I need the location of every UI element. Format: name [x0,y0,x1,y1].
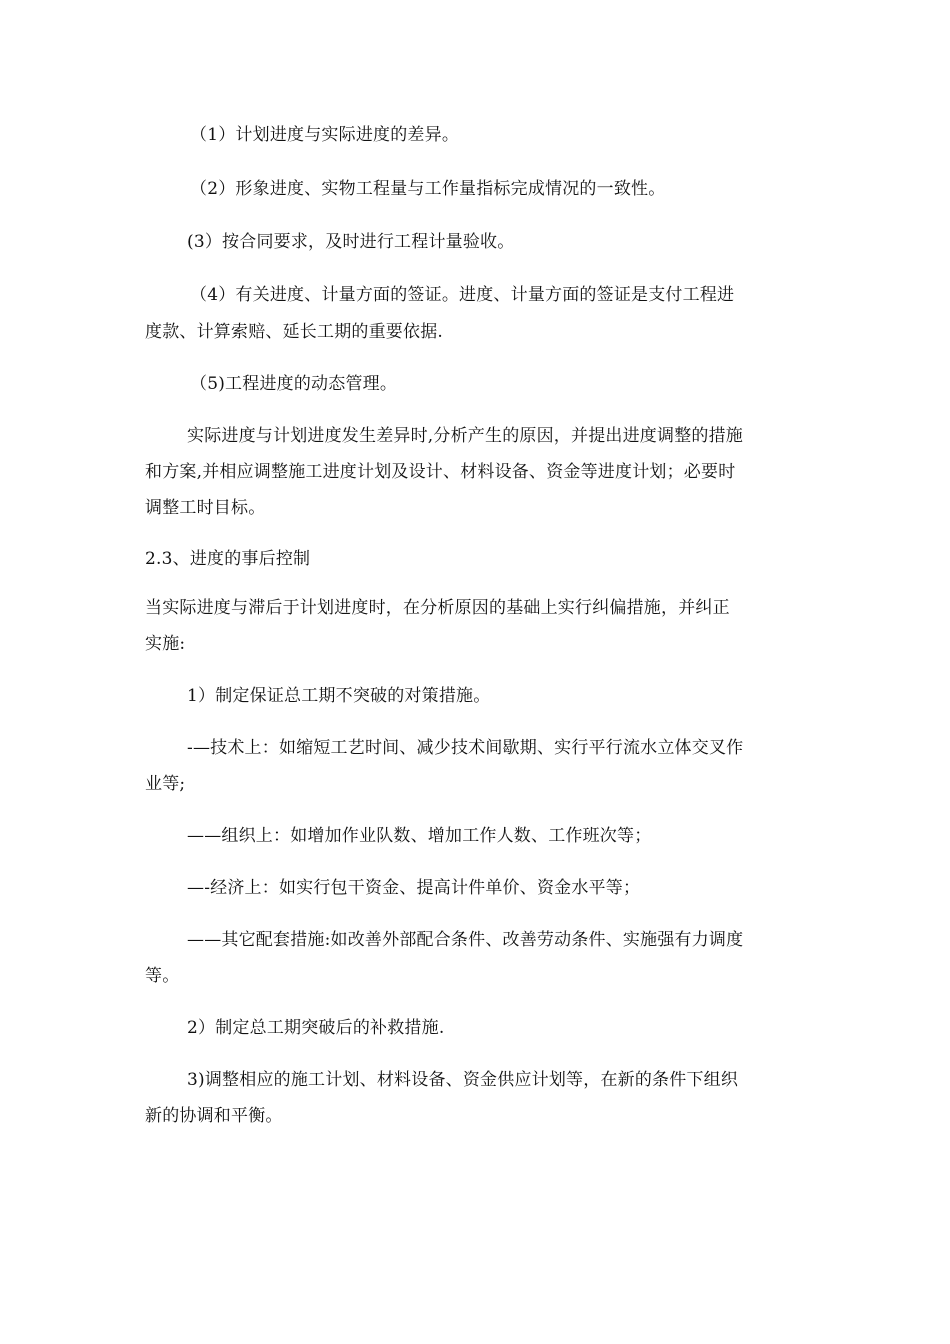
paragraph-line: 等。 [145,966,180,986]
paragraph-line: （4）有关进度、计量方面的签证。进度、计量方面的签证是支付工程进 [190,285,735,305]
paragraph-line: （1）计划进度与实际进度的差异。 [190,125,460,145]
paragraph-line: （2）形象进度、实物工程量与工作量指标完成情况的一致性。 [190,179,666,199]
paragraph-line: （5)工程进度的动态管理。 [190,374,398,394]
section-heading: 2.3、进度的事后控制 [145,549,311,569]
paragraph-line: —-经济上：如实行包干资金、提高计件单价、资金水平等； [187,878,641,898]
paragraph-line: ——组织上：如增加作业队数、增加工作人数、工作班次等； [187,826,652,846]
paragraph-line: 新的协调和平衡。 [145,1106,283,1126]
paragraph-line: (3）按合同要求，及时进行工程计量验收。 [187,232,515,252]
paragraph-line: 3)调整相应的施工计划、材料设备、资金供应计划等，在新的条件下组织 [187,1070,739,1090]
paragraph-line: 1）制定保证总工期不突破的对策措施。 [187,686,491,706]
paragraph-line: 2）制定总工期突破后的补救措施. [187,1018,445,1038]
paragraph-line: 调整工时目标。 [145,498,266,518]
paragraph-line: 和方案,并相应调整施工进度计划及设计、材料设备、资金等进度计划；必要时 [145,462,736,482]
paragraph-line: 实际进度与计划进度发生差异时,分析产生的原因，并提出进度调整的措施 [187,426,744,446]
paragraph-line: 业等; [145,774,186,794]
paragraph-line: 度款、计算索赔、延长工期的重要依据. [145,322,444,342]
paragraph-line: ——其它配套措施:如改善外部配合条件、改善劳动条件、实施强有力调度 [187,930,744,950]
paragraph-line: -—技术上：如缩短工艺时间、减少技术间歇期、实行平行流水立体交叉作 [187,738,744,758]
paragraph-line: 实施: [145,634,186,654]
paragraph-line: 当实际进度与滞后于计划进度时，在分析原因的基础上实行纠偏措施，并纠正 [145,598,730,618]
